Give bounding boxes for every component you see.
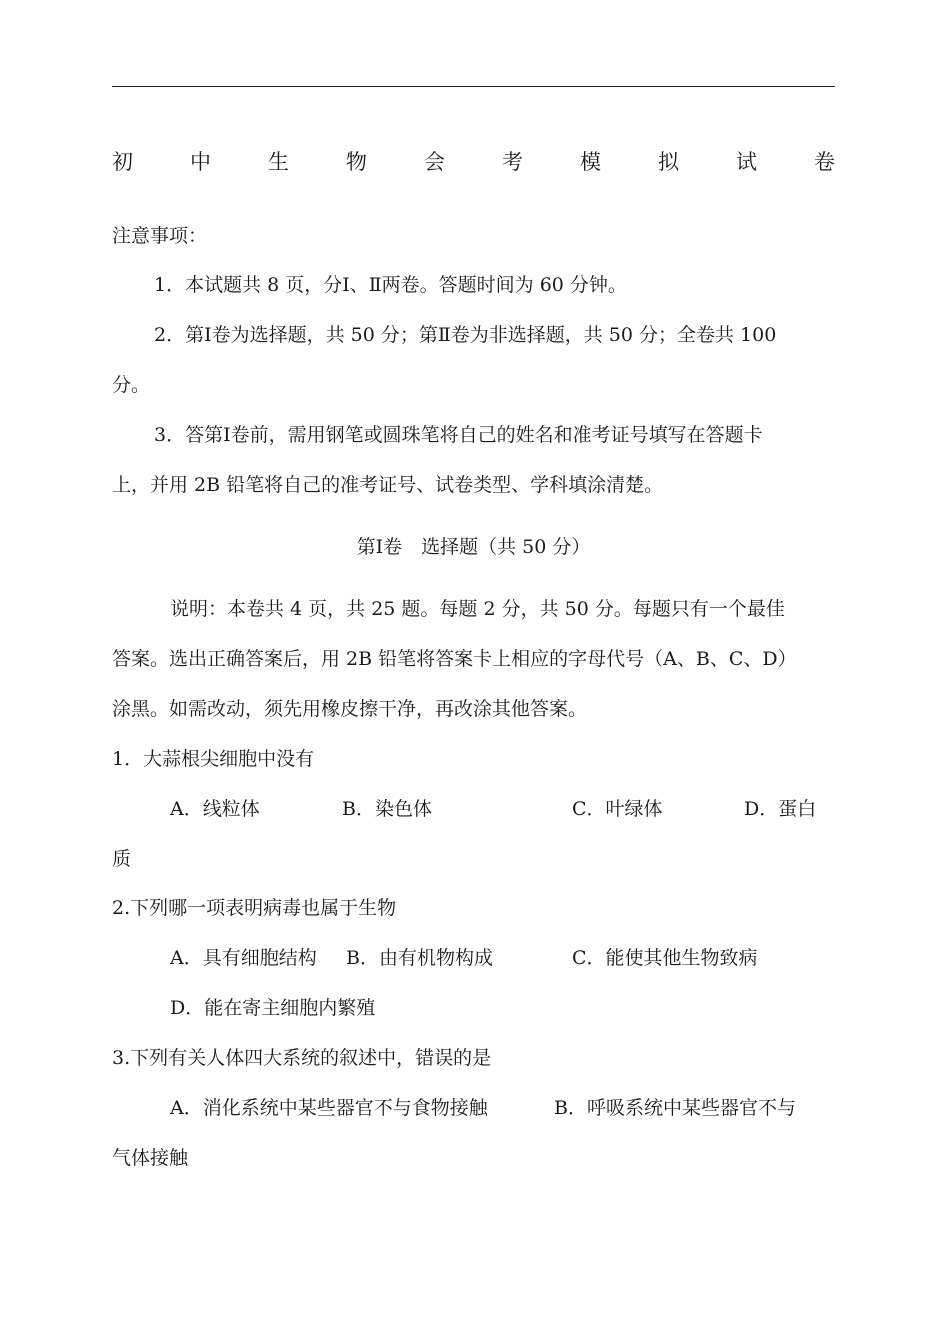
notice-item-2: 2．第Ⅰ卷为选择题，共 50 分；第Ⅱ卷为非选择题，共 50 分；全卷共 100 xyxy=(154,324,777,346)
page-title xyxy=(112,146,835,176)
option-b: B．呼吸系统中某些器官不与 xyxy=(554,1097,796,1119)
title-char: 模 xyxy=(580,150,601,174)
notice-item-3: 3．答第Ⅰ卷前，需用钢笔或圆珠笔将自己的姓名和准考证号填写在答题卡 xyxy=(154,424,763,446)
option-a: A．具有细胞结构 xyxy=(170,947,317,969)
header-rule xyxy=(112,86,835,87)
option-a: A．消化系统中某些器官不与食物接触 xyxy=(170,1097,488,1119)
title-char: 考 xyxy=(502,150,523,174)
title-char: 试 xyxy=(736,150,757,174)
title-char: 物 xyxy=(346,150,367,174)
title-char: 初 xyxy=(112,150,133,174)
title-char: 会 xyxy=(424,150,445,174)
question-stem: 1．大蒜根尖细胞中没有 xyxy=(112,748,315,770)
notice-item-3-cont: 上，并用 2B 铅笔将自己的准考证号、试卷类型、学科填涂清楚。 xyxy=(112,474,664,496)
notice-item-1: 1．本试题共 8 页，分Ⅰ、Ⅱ两卷。答题时间为 60 分钟。 xyxy=(154,274,627,296)
question-stem: 2.下列哪一项表明病毒也属于生物 xyxy=(112,897,397,919)
option-d-cont: 质 xyxy=(112,848,132,870)
title-char: 中 xyxy=(190,150,211,174)
option-a: A．线粒体 xyxy=(170,798,260,820)
option-b-cont: 气体接触 xyxy=(112,1147,189,1169)
option-b: B．染色体 xyxy=(342,798,432,820)
option-c: C．能使其他生物致病 xyxy=(572,947,758,969)
option-d: D．能在寄主细胞内繁殖 xyxy=(170,997,376,1019)
notice-item-2-cont: 分。 xyxy=(112,374,151,396)
section-desc: 说明：本卷共 4 页，共 25 题。每题 2 分，共 50 分。每题只有一个最佳 xyxy=(170,598,785,620)
title-char: 生 xyxy=(268,150,289,174)
section-desc-cont: 涂黑。如需改动，须先用橡皮擦干净，再改涂其他答案。 xyxy=(112,698,588,720)
option-d: D．蛋白 xyxy=(744,798,817,820)
section-heading: 第Ⅰ卷 选择题（共 50 分） xyxy=(356,536,591,558)
option-b: B．由有机物构成 xyxy=(346,947,493,969)
title-char: 拟 xyxy=(658,150,679,174)
question-stem: 3.下列有关人体四大系统的叙述中，错误的是 xyxy=(112,1047,492,1069)
option-c: C．叶绿体 xyxy=(572,798,663,820)
section-desc-cont: 答案。选出正确答案后，用 2B 铅笔将答案卡上相应的字母代号（A、B、C、D） xyxy=(112,648,797,670)
notice-heading: 注意事项： xyxy=(112,225,208,247)
title-char: 卷 xyxy=(814,150,835,174)
